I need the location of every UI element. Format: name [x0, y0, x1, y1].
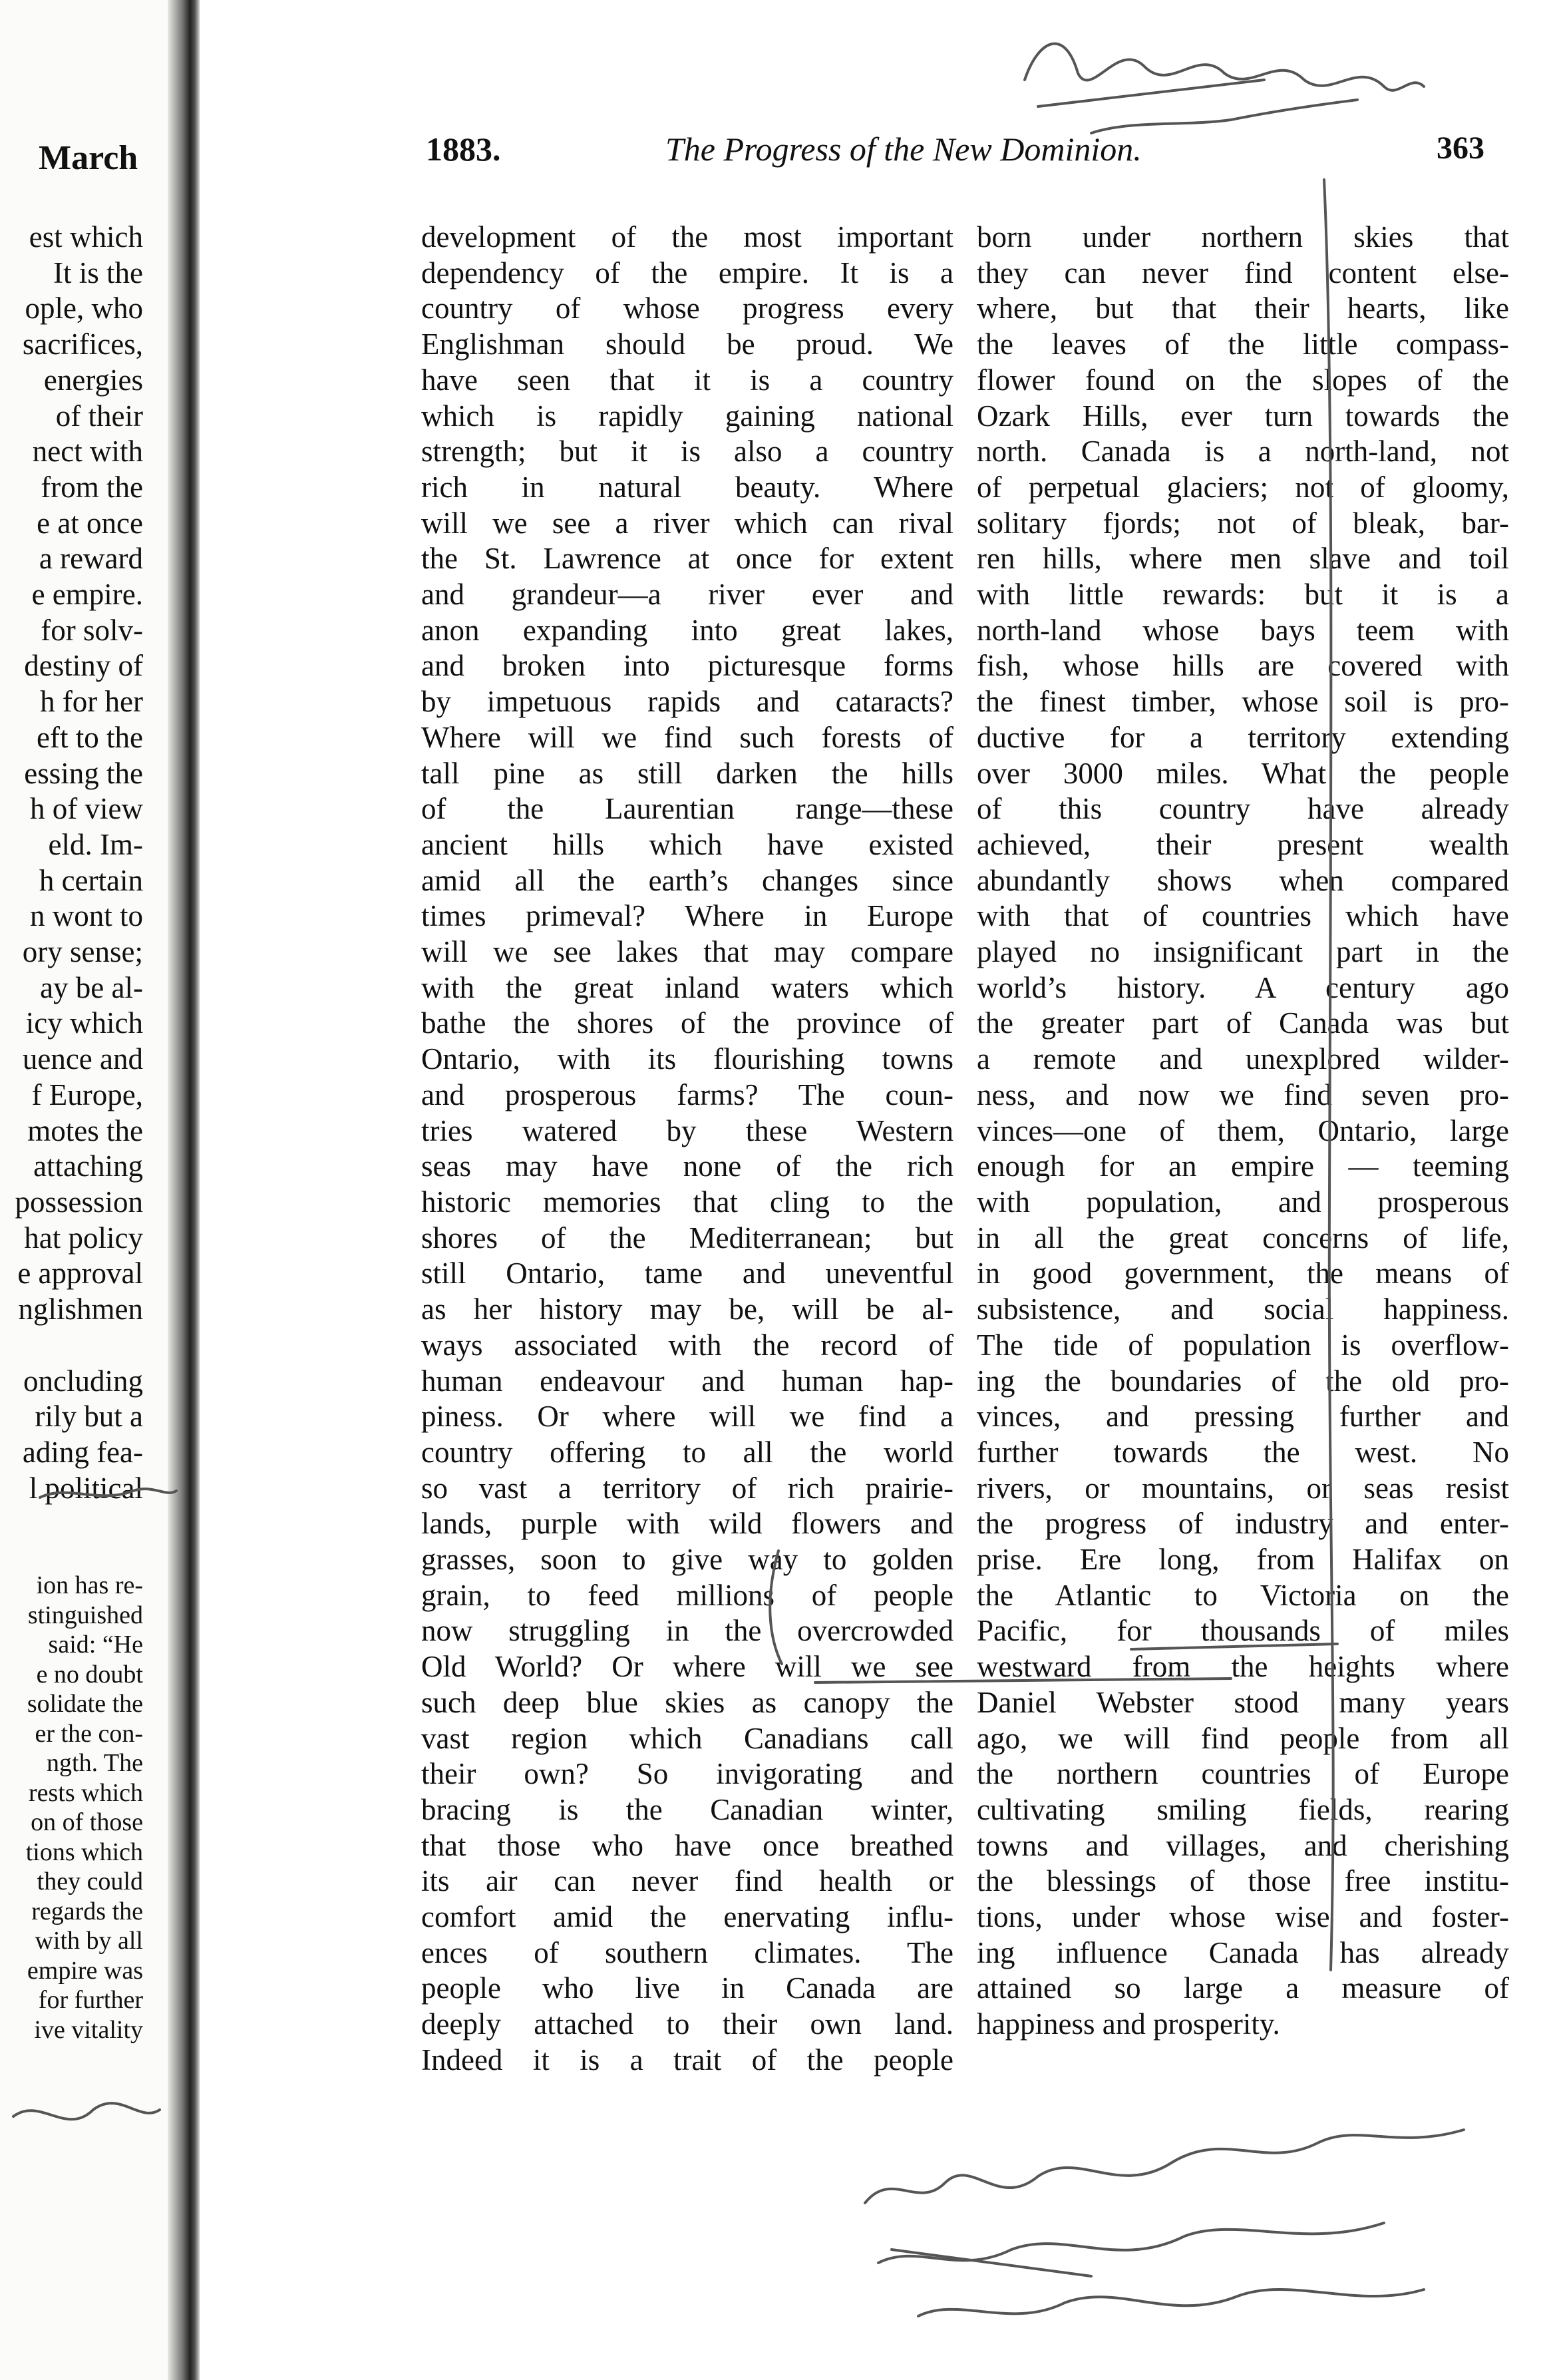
text-line: country offering to all the world: [421, 1435, 953, 1469]
text-line: vinces, and pressing further and: [977, 1400, 1509, 1434]
text-line: ences of southern climates. The: [421, 1935, 953, 1969]
text-line: a remote and unexplored wilder-: [977, 1042, 1509, 1076]
text-line: will we see lakes that may compare: [421, 935, 953, 969]
header-year: 1883.: [426, 130, 501, 168]
text-line: by impetuous rapids and cataracts?: [421, 685, 953, 719]
text-line: nglishmen: [18, 1292, 143, 1326]
text-line: and broken into picturesque forms: [421, 649, 953, 683]
facing-page-text-lower: [0, 1571, 143, 2045]
text-line: so vast a territory of rich prairie-: [421, 1471, 953, 1505]
text-line: over 3000 miles. What the people: [977, 756, 1509, 790]
text-line: ancient hills which have existed: [421, 827, 953, 861]
text-line: h for her: [40, 685, 143, 719]
text-line: still Ontario, tame and uneventful: [421, 1257, 953, 1290]
text-line: rests which: [28, 1778, 143, 1807]
text-line: from the: [41, 470, 143, 504]
text-line: as her history may be, will be al-: [421, 1292, 953, 1326]
text-line: Where will we find such forests of: [421, 720, 953, 754]
text-line: with the great inland waters which: [421, 970, 953, 1004]
text-line: ago, we will find people from all: [977, 1721, 1509, 1755]
text-line: the finest timber, whose soil is pro-: [977, 685, 1509, 719]
text-line: vast region which Canadians call: [421, 1721, 953, 1755]
text-line: subsistence, and social happiness.: [977, 1292, 1509, 1326]
text-line: north. Canada is a north-land, not: [977, 435, 1509, 469]
text-line: on of those: [31, 1808, 143, 1836]
text-line: a reward: [39, 542, 143, 576]
text-line: ive vitality: [34, 2015, 143, 2044]
text-line: attaching: [33, 1149, 143, 1183]
text-line: eld. Im-: [48, 827, 143, 861]
text-line: westward from the heights where: [977, 1650, 1509, 1684]
text-line: attained so large a measure of: [977, 1971, 1509, 2005]
text-line: for further: [38, 1986, 143, 2014]
text-line: Englishman should be proud. We: [421, 327, 953, 361]
text-line: that those who have once breathed: [421, 1828, 953, 1862]
text-line: empire was: [27, 1956, 143, 1985]
text-line: ren hills, where men slave and toil: [977, 542, 1509, 576]
text-line: comfort amid the enervating influ-: [421, 1900, 953, 1934]
text-line: tions, under whose wise and foster-: [977, 1900, 1509, 1934]
text-line: flower found on the slopes of the: [977, 363, 1509, 397]
text-line: tions which: [25, 1838, 143, 1866]
text-line: ductive for a territory extending: [977, 720, 1509, 754]
text-line: [0, 1328, 143, 1364]
text-line: said: “He: [48, 1631, 143, 1659]
text-line: of the Laurentian range—these: [421, 792, 953, 826]
text-line: grasses, soon to give way to golden: [421, 1543, 953, 1577]
text-line: ople, who: [25, 292, 143, 325]
text-line: historic memories that cling to the: [421, 1185, 953, 1219]
text-line: regards the: [31, 1897, 143, 1925]
text-line: they can never find content else-: [977, 256, 1509, 290]
text-line: anon expanding into great lakes,: [421, 613, 953, 647]
text-line: will we see a river which can rival: [421, 506, 953, 540]
text-line: the progress of industry and enter-: [977, 1507, 1509, 1541]
text-line: now struggling in the overcrowded: [421, 1614, 953, 1648]
text-line: The tide of population is overflow-: [977, 1328, 1509, 1362]
text-line: Daniel Webster stood many years: [977, 1685, 1509, 1719]
text-line: and prosperous farms? The coun-: [421, 1078, 953, 1111]
text-line: bracing is the Canadian winter,: [421, 1792, 953, 1826]
facing-page: [0, 0, 181, 2380]
text-line: further towards the west. No: [977, 1435, 1509, 1469]
text-line: and grandeur—a river ever and: [421, 578, 953, 612]
text-line: such deep blue skies as canopy the: [421, 1685, 953, 1719]
header-title: The Progress of the New Dominion.: [665, 130, 1142, 168]
text-line: e no doubt: [36, 1660, 143, 1688]
text-line: er the con-: [35, 1719, 143, 1748]
text-line: their own? So invigorating and: [421, 1757, 953, 1791]
text-column-right: [977, 220, 1509, 2043]
facing-page-header: March: [39, 139, 138, 177]
text-line: with population, and prosperous: [977, 1185, 1509, 1219]
text-line: tries watered by these Western: [421, 1113, 953, 1147]
text-line: its air can never find health or: [421, 1864, 953, 1898]
text-line: amid all the earth’s changes since: [421, 863, 953, 897]
text-line: uence and: [22, 1042, 143, 1076]
text-line: ory sense;: [22, 935, 143, 969]
text-line: north-land whose bays teem with: [977, 613, 1509, 647]
text-line: h certain: [39, 863, 143, 897]
text-line: eft to the: [37, 720, 143, 754]
text-line: played no insignificant part in the: [977, 935, 1509, 969]
text-line: ngth. The: [47, 1749, 143, 1777]
text-line: cultivating smiling fields, rearing: [977, 1792, 1509, 1826]
text-line: the greater part of Canada was but: [977, 1006, 1509, 1040]
text-column-middle: [421, 220, 953, 2079]
text-line: e empire.: [31, 578, 143, 612]
text-line: in good government, the means of: [977, 1257, 1509, 1290]
text-line: country of whose progress every: [421, 292, 953, 325]
text-line: enough for an empire — teeming: [977, 1149, 1509, 1183]
text-line: of this country have already: [977, 792, 1509, 826]
text-line: piness. Or where will we find a: [421, 1400, 953, 1434]
text-line: ading fea-: [22, 1435, 143, 1469]
text-line: Ozark Hills, ever turn towards the: [977, 399, 1509, 433]
text-line: dependency of the empire. It is a: [421, 256, 953, 290]
text-line: Ontario, with its flourishing towns: [421, 1042, 953, 1076]
text-line: hat policy: [24, 1221, 143, 1255]
text-line: icy which: [25, 1006, 143, 1040]
text-line: est which: [29, 220, 143, 254]
text-line: l political: [29, 1471, 143, 1505]
text-line: the St. Lawrence at once for extent: [421, 542, 953, 576]
text-line: of their: [55, 399, 143, 433]
text-line: human endeavour and human hap-: [421, 1364, 953, 1398]
text-line: ness, and now we find seven pro-: [977, 1078, 1509, 1111]
text-line: solitary fjords; not of bleak, bar-: [977, 506, 1509, 540]
text-line: It is the: [53, 256, 143, 290]
text-line: oncluding: [23, 1364, 143, 1398]
text-line: Old World? Or where will we see: [421, 1650, 953, 1684]
text-line: Indeed it is a trait of the people: [421, 2043, 953, 2077]
text-line: essing the: [24, 756, 143, 790]
text-line: f Europe,: [31, 1078, 143, 1111]
text-line: have seen that it is a country: [421, 363, 953, 397]
text-line: people who live in Canada are: [421, 1971, 953, 2005]
text-line: motes the: [27, 1113, 143, 1147]
text-line: towns and villages, and cherishing: [977, 1828, 1509, 1862]
text-line: stinguished: [27, 1601, 143, 1629]
text-line: development of the most important: [421, 220, 953, 254]
text-line: with little rewards: but it is a: [977, 578, 1509, 612]
text-line: the blessings of those free institu-: [977, 1864, 1509, 1898]
page-gutter: [168, 0, 200, 2380]
text-line: for solv-: [41, 613, 143, 647]
text-line: the northern countries of Europe: [977, 1757, 1509, 1791]
text-line: the leaves of the little compass-: [977, 327, 1509, 361]
text-line: happiness and prosperity.: [977, 2007, 1280, 2041]
text-line: born under northern skies that: [977, 220, 1509, 254]
text-line: possession: [15, 1185, 143, 1219]
text-line: deeply attached to their own land.: [421, 2007, 953, 2041]
text-line: e at once: [37, 506, 143, 540]
text-line: vinces—one of them, Ontario, large: [977, 1113, 1509, 1147]
text-line: n wont to: [29, 899, 143, 933]
text-line: of perpetual glaciers; not of gloomy,: [977, 470, 1509, 504]
text-line: tall pine as still darken the hills: [421, 756, 953, 790]
text-line: shores of the Mediterranean; but: [421, 1221, 953, 1255]
text-line: ay be al-: [40, 970, 143, 1004]
text-line: grain, to feed millions of people: [421, 1578, 953, 1612]
page-number: 363: [1437, 130, 1484, 166]
text-line: strength; but it is also a country: [421, 435, 953, 469]
text-line: prise. Ere long, from Halifax on: [977, 1543, 1509, 1577]
text-line: the Atlantic to Victoria on the: [977, 1578, 1509, 1612]
text-line: fish, whose hills are covered with: [977, 649, 1509, 683]
text-line: e approval: [17, 1257, 143, 1290]
text-line: lands, purple with wild flowers and: [421, 1507, 953, 1541]
text-line: they could: [37, 1868, 143, 1895]
text-line: in all the great concerns of life,: [977, 1221, 1509, 1255]
text-line: times primeval? Where in Europe: [421, 899, 953, 933]
text-line: destiny of: [24, 649, 143, 683]
text-line: achieved, their present wealth: [977, 827, 1509, 861]
text-line: which is rapidly gaining national: [421, 399, 953, 433]
text-line: nect with: [32, 435, 143, 469]
text-line: ion has re-: [36, 1571, 143, 1599]
text-line: energies: [43, 363, 143, 397]
facing-page-text: [0, 220, 143, 1506]
text-line: bathe the shores of the province of: [421, 1006, 953, 1040]
main-page: [200, 0, 1549, 2380]
text-line: where, but that their hearts, like: [977, 292, 1509, 325]
text-line: rich in natural beauty. Where: [421, 470, 953, 504]
text-line: world’s history. A century ago: [977, 970, 1509, 1004]
text-line: ing influence Canada has already: [977, 1935, 1509, 1969]
text-line: sacrifices,: [22, 327, 143, 361]
text-line: rily but a: [35, 1400, 143, 1434]
text-line: seas may have none of the rich: [421, 1149, 953, 1183]
text-line: solidate the: [27, 1690, 143, 1718]
text-line: abundantly shows when compared: [977, 863, 1509, 897]
text-line: ways associated with the record of: [421, 1328, 953, 1362]
text-line: rivers, or mountains, or seas resist: [977, 1471, 1509, 1505]
text-line: Pacific, for thousands of miles: [977, 1614, 1509, 1648]
text-line: with that of countries which have: [977, 899, 1509, 933]
text-line: with by all: [35, 1927, 143, 1955]
text-line: h of view: [30, 792, 143, 826]
text-line: ing the boundaries of the old pro-: [977, 1364, 1509, 1398]
